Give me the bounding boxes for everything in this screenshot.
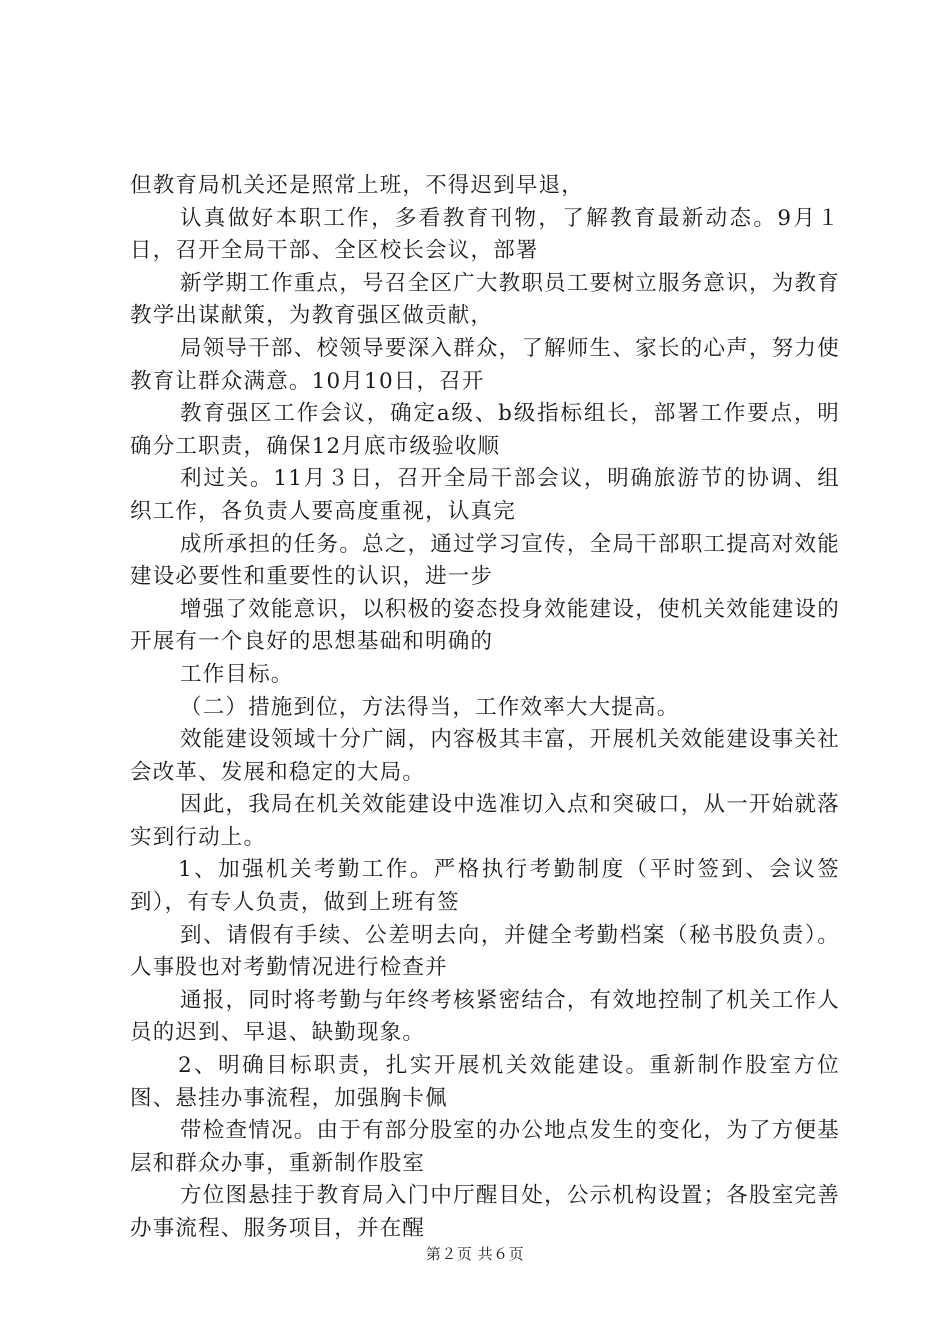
section-heading: （二）措施到位，方法得当，工作效率大大提高。 [180,694,680,720]
paragraph: 工作目标。 [180,661,294,687]
paragraph: 成所承担的任务。总之，通过学习宣传，全局干部职工提高对效能建设必要性和重要性的认识，进一步 [130,531,840,590]
paragraph: 认真做好本职工作，多看教育刊物，了解教育最新动态。9月１日，召开全局干部、全区校长会议，部署 [130,205,840,264]
paragraph: 方位图悬挂于教育局入门中厅醒目处，公示机构设置；各股室完善办事流程、服务项目，并在醒 [130,1183,840,1241]
paragraph: 效能建设领域十分广阔，内容极其丰富，开展机关效能建设事关社会改革、发展和稳定的大局。 [130,727,840,785]
document-body [130,170,840,1246]
paragraph: 教育强区工作会议，确定a级、b级指标组长，部署工作要点，明确分工职责，确保12月底市级验收顺 [130,401,840,459]
numbered-item: 2、明确目标职责，扎实开展机关效能建设。重新制作股室方位图、悬挂办事流程，加强胸卡佩 [130,1053,840,1111]
paragraph: 利过关。11月３日，召开全局干部会议，明确旅游节的协调、组织工作，各负责人要高度重视，认真完 [130,466,840,524]
paragraph: 增强了效能意识，以积极的姿态投身效能建设，使机关效能建设的开展有一个良好的思想基础和明确的 [130,596,840,655]
paragraph: 因此，我局在机关效能建设中选准切入点和突破口，从一开始就落实到行动上。 [130,792,840,850]
page-number: 第２页 共６页 [425,1245,525,1263]
paragraph: 但教育局机关还是照常上班，不得迟到早退， [130,173,585,198]
paragraph: 通报，同时将考勤与年终考核紧密结合，有效地控制了机关工作人员的迟到、早退、缺勤现象。 [130,987,840,1046]
paragraph: 到、请假有手续、公差明去向，并健全考勤档案（秘书股负责）。人事股也对考勤情况进行检查并 [130,922,840,981]
paragraph: 带检查情况。由于有部分股室的办公地点发生的变化，为了方便基层和群众办事，重新制作股室 [130,1118,840,1176]
paragraph: 新学期工作重点，号召全区广大教职员工要树立服务意识，为教育教学出谋献策，为教育强区做贡献， [130,270,840,329]
numbered-item: 1、加强机关考勤工作。严格执行考勤制度（平时签到、会议签到），有专人负责，做到上班有签 [130,857,840,916]
paragraph: 局领导干部、校领导要深入群众，了解师生、家长的心声，努力使教育让群众满意。10月10日，召开 [130,335,840,394]
